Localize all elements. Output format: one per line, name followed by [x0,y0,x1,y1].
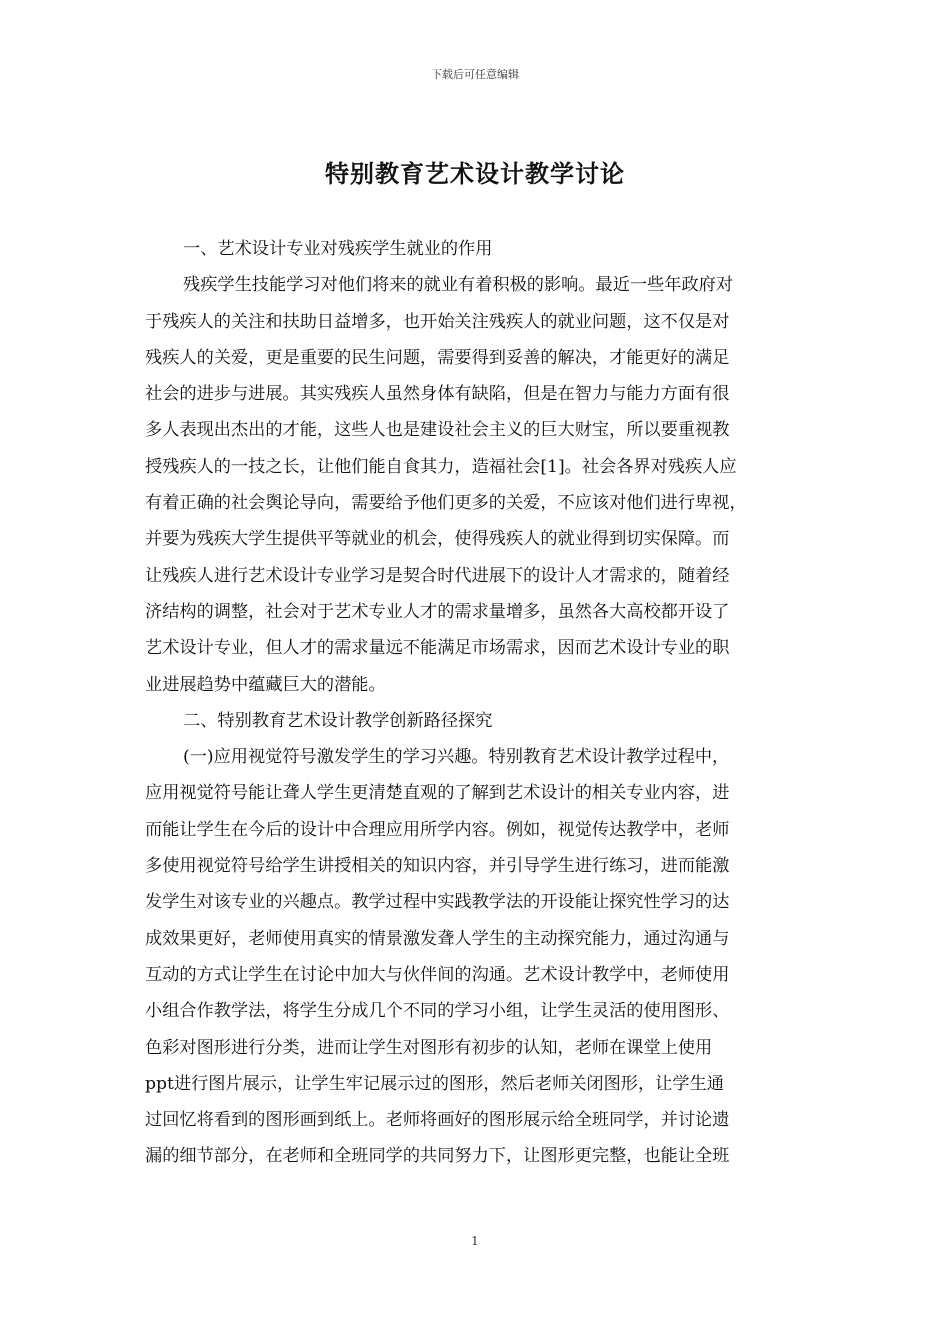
body-line: 多人表现出杰出的才能，这些人也是建设社会主义的巨大财宝，所以要重视教 [145,420,730,441]
body-line: 有着正确的社会舆论导向，需要给予他们更多的关爱，不应该对他们进行卑视， [145,493,747,514]
body-line: 色彩对图形进行分类，进而让学生对图形有初步的认知，老师在课堂上使用 [145,1037,713,1058]
page-number: 1 [471,1234,479,1248]
body-line: 让残疾人进行艺术设计专业学习是契合时代进展下的设计人才需求的，随着经 [145,565,730,586]
body-line: 多使用视觉符号给学生讲授相关的知识内容，并引导学生进行练习，进而能激 [145,856,730,877]
body-line: 而能让学生在今后的设计中合理应用所学内容。例如，视觉传达教学中，老师 [145,819,730,840]
body-line: 漏的细节部分，在老师和全班同学的共同努力下，让图形更完整，也能让全班 [145,1146,730,1167]
body-line: 小组合作教学法，将学生分成几个不同的学习小组，让学生灵活的使用图形、 [145,1001,730,1022]
body-line: 于残疾人的关注和扶助日益增多，也开始关注残疾人的就业问题，这不仅是对 [145,311,730,332]
body-line: 授残疾人的一技之长，让他们能自食其力，造福社会[1]。社会各界对残疾人应 [145,456,737,477]
body-line: 济结构的调整，社会对于艺术专业人才的需求量增多，虽然各大高校都开设了 [145,601,730,622]
body-line: 并要为残疾大学生提供平等就业的机会，使得残疾人的就业得到切实保障。而 [145,529,730,550]
body-line: 一、艺术设计专业对残疾学生就业的作用 [183,239,493,259]
body-line: 残疾学生技能学习对他们将来的就业有着积极的影响。最近一些年政府对 [183,275,734,296]
document-title: 特别教育艺术设计教学讨论 [325,160,625,188]
body-line: 成效果更好，老师使用真实的情景激发聋人学生的主动探究能力，通过沟通与 [145,928,730,949]
body-line: 残疾人的关爱，更是重要的民生问题，需要得到妥善的解决，才能更好的满足 [145,347,730,368]
body-line: 过回忆将看到的图形画到纸上。老师将画好的图形展示给全班同学，并讨论遗 [145,1110,730,1131]
body-line: 艺术设计专业，但人才的需求量远不能满足市场需求，因而艺术设计专业的职 [145,638,730,659]
body-line: 互动的方式让学生在讨论中加大与伙伴间的沟通。艺术设计教学中，老师使用 [145,964,730,985]
body-line: ppt进行图片展示，让学生牢记展示过的图形，然后老师关闭图形，让学生通 [145,1073,724,1094]
body-line: 发学生对该专业的兴趣点。教学过程中实践教学法的开设能让探究性学习的达 [145,892,730,913]
page-header: 下载后可任意编辑 [431,68,519,81]
body-line: (一)应用视觉符号激发学生的学习兴趣。特别教育艺术设计教学过程中， [183,747,730,768]
document-body [145,231,805,1175]
body-line: 二、特别教育艺术设计教学创新路径探究 [183,710,493,731]
body-line: 应用视觉符号能让聋人学生更清楚直观的了解到艺术设计的相关专业内容，进 [145,783,730,804]
body-line: 业进展趋势中蕴藏巨大的潜能。 [145,674,386,695]
body-line: 社会的进步与进展。其实残疾人虽然身体有缺陷，但是在智力与能力方面有很 [145,384,730,405]
